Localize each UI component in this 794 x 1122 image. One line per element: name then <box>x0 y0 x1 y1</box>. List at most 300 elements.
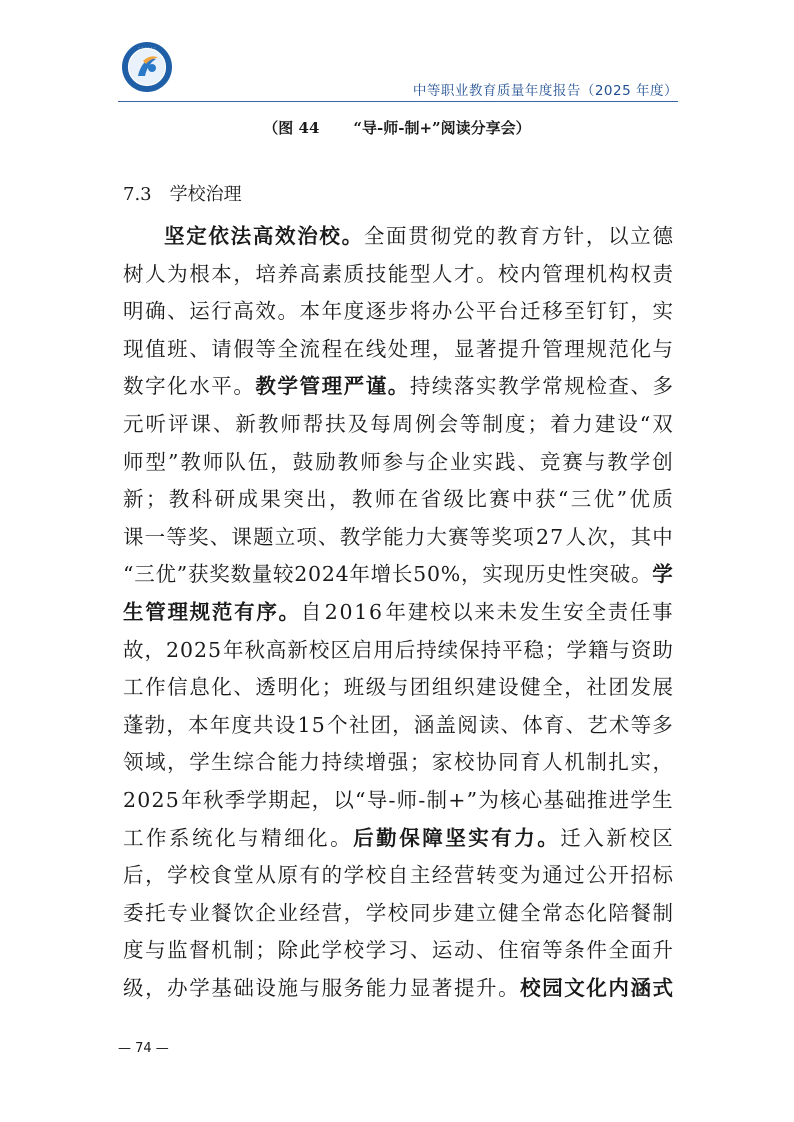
body-char: + <box>448 787 466 812</box>
body-char: 持 <box>480 637 502 662</box>
body-char: 彻 <box>430 224 451 248</box>
body-char: 研 <box>214 487 236 512</box>
body-char: 教 <box>180 449 201 474</box>
body-char: 0 <box>426 562 440 587</box>
body-char: 企 <box>255 900 276 925</box>
bold-heading-char: 。 <box>537 825 558 850</box>
body-char: 党 <box>452 224 474 248</box>
body-char: 现 <box>503 562 524 587</box>
body-line <box>123 218 673 256</box>
section-heading <box>123 180 242 206</box>
body-char: 优 <box>155 562 176 587</box>
body-char: 理 <box>409 336 431 361</box>
bold-heading-char: 教 <box>255 374 276 399</box>
body-char: 奖 <box>209 562 230 587</box>
body-char: 线 <box>365 336 387 361</box>
bold-heading-char: 校 <box>319 224 340 248</box>
body-char: ， <box>652 750 673 775</box>
bold-heading-char: 管 <box>299 374 320 399</box>
body-char: 件 <box>586 938 607 963</box>
body-char: 质 <box>652 487 673 512</box>
body-char: 自 <box>300 599 322 624</box>
bold-heading-char: 障 <box>422 825 443 850</box>
body-char: 力 <box>404 524 426 549</box>
body-char: 突 <box>588 562 609 587</box>
body-char: 与 <box>238 825 259 850</box>
body-char: 推 <box>586 787 608 812</box>
body-char: 统 <box>192 825 213 850</box>
body-char: 制 <box>482 411 503 436</box>
bold-heading-char: 有 <box>234 599 255 624</box>
body-line <box>123 970 673 1008</box>
body-char: 养 <box>277 261 298 286</box>
body-char: 信 <box>167 675 188 700</box>
body-char: 工 <box>123 825 144 850</box>
body-char: 入 <box>583 825 604 850</box>
body-char: 力 <box>387 975 409 1000</box>
body-char: 践 <box>494 449 516 474</box>
body-char: 期 <box>268 787 289 812</box>
body-char: 每 <box>370 411 391 436</box>
body-char: 显 <box>453 336 475 361</box>
body-char: 全 <box>608 938 629 963</box>
body-char: 托 <box>145 900 166 925</box>
body-line <box>123 556 673 594</box>
body-char: 从 <box>255 863 276 888</box>
body-char: ” <box>466 787 478 812</box>
bold-heading-char: 生 <box>123 599 144 624</box>
body-char: 季 <box>224 787 246 812</box>
body-char: ” <box>616 487 628 512</box>
body-char: 现 <box>123 336 144 361</box>
bold-heading-char: 序 <box>256 599 277 624</box>
body-char: 习 <box>387 938 409 963</box>
body-char: 至 <box>564 299 585 324</box>
body-char: 。 <box>476 261 497 286</box>
body-char: 心 <box>521 787 543 812</box>
body-char: 领 <box>123 750 144 775</box>
body-char: 透 <box>255 675 276 700</box>
body-char: 基 <box>211 975 232 1000</box>
body-char: 与 <box>652 336 673 361</box>
bold-heading-char: 高 <box>252 224 274 248</box>
body-char: 增 <box>370 562 392 587</box>
body-char: 同 <box>498 750 519 775</box>
body-char: 共 <box>253 712 274 737</box>
body-char: 强 <box>387 750 409 775</box>
body-char: 扶 <box>325 411 346 436</box>
body-char: 自 <box>387 863 409 888</box>
body-char: 鼓 <box>292 449 314 474</box>
body-char: 办 <box>167 975 188 1000</box>
body-char: 2 <box>535 524 549 549</box>
body-char: 经 <box>431 863 453 888</box>
body-char: 常 <box>542 374 563 399</box>
section-number: 7.3 <box>123 184 152 205</box>
body-char: 型 <box>145 449 166 474</box>
body-char: 委 <box>123 900 144 925</box>
figure-title: “导-师-制+”阅读分享会） <box>353 119 531 137</box>
body-char: 课 <box>123 524 144 549</box>
body-char: 实 <box>472 449 493 474</box>
bold-heading-char: 力 <box>514 825 535 850</box>
body-char: 与 <box>145 938 166 963</box>
body-char: 、 <box>212 411 234 436</box>
body-char: 、 <box>318 524 339 549</box>
body-char: 其 <box>630 524 652 549</box>
body-char: 餐 <box>630 900 651 925</box>
body-char: 升 <box>652 938 673 963</box>
body-char: 项 <box>513 524 534 549</box>
body-char: 责 <box>607 599 629 624</box>
figure-caption <box>0 117 794 138</box>
body-char: 教 <box>257 411 279 436</box>
body-char: 化 <box>167 374 188 399</box>
body-char: 机 <box>211 938 232 963</box>
body-char: 学 <box>321 938 343 963</box>
body-char: 步 <box>387 299 409 324</box>
bold-heading-char: 有 <box>491 825 512 850</box>
body-char: 方 <box>541 224 562 248</box>
body-char: 教 <box>337 449 359 474</box>
body-char: “ <box>639 411 651 436</box>
body-char: 教 <box>168 487 190 512</box>
body-char: ， <box>311 787 333 812</box>
body-char: 育 <box>519 224 540 248</box>
body-char: ； <box>527 411 548 436</box>
body-char: 术 <box>608 712 630 737</box>
body-char: 经 <box>299 900 320 925</box>
body-char: 生 <box>541 599 562 624</box>
body-char: 。 <box>630 562 652 587</box>
bold-heading-char: 勤 <box>376 825 397 850</box>
body-char: 础 <box>233 975 254 1000</box>
body-char: 2 <box>324 599 338 624</box>
bold-heading-char: 理 <box>167 599 188 624</box>
body-char: 系 <box>169 825 190 850</box>
body-char: 题 <box>253 524 274 549</box>
body-char: 效 <box>255 299 276 324</box>
body-char: 2 <box>321 562 335 587</box>
body-char: 将 <box>409 299 431 324</box>
body-char: 针 <box>563 224 585 248</box>
body-char: ” <box>167 449 179 474</box>
body-char: 、 <box>476 938 497 963</box>
body-char: 涵 <box>413 712 435 737</box>
body-char: 蓬 <box>123 712 144 737</box>
body-char: 平 <box>502 637 523 662</box>
body-char: 请 <box>211 336 232 361</box>
body-char: 教 <box>607 449 628 474</box>
body-char: 范 <box>608 336 629 361</box>
body-char: 在 <box>397 487 419 512</box>
body-char: 长 <box>391 562 413 587</box>
body-char: 移 <box>542 299 563 324</box>
body-char: 学 <box>365 938 387 963</box>
body-char: 保 <box>459 637 480 662</box>
body-char: 年 <box>209 712 231 737</box>
body-char: 。 <box>233 374 254 399</box>
body-char: 面 <box>630 938 651 963</box>
body-char: 营 <box>321 900 343 925</box>
body-char: 较 <box>272 562 294 587</box>
body-char: 管 <box>542 336 563 361</box>
bold-heading-char: 式 <box>652 975 673 1000</box>
body-char: 、 <box>500 712 522 737</box>
body-char: 企 <box>427 449 449 474</box>
body-char: ， <box>145 863 166 888</box>
body-char: 赛 <box>489 487 510 512</box>
body-char: 息 <box>189 675 210 700</box>
body-char: 明 <box>123 299 144 324</box>
body-char: 服 <box>321 975 343 1000</box>
body-char: 起 <box>289 787 311 812</box>
page-number: — 74 — <box>118 1041 169 1056</box>
body-char: 校 <box>498 261 519 286</box>
body-char: 水 <box>189 374 210 399</box>
body-char: 公 <box>453 299 475 324</box>
body-char: 中 <box>512 487 533 512</box>
body-char: 团 <box>370 712 391 737</box>
body-char: 型 <box>409 261 431 286</box>
bold-heading-char: 效 <box>275 224 296 248</box>
body-char: 校 <box>308 637 330 662</box>
bold-heading-char: 后 <box>353 825 374 850</box>
body-char: 三 <box>570 487 592 512</box>
body-char: 大 <box>426 524 447 549</box>
body-char: 设 <box>255 975 276 1000</box>
body-char: 机 <box>586 261 607 286</box>
body-char: 新 <box>606 825 627 850</box>
body-line <box>123 669 673 707</box>
body-char: 设 <box>498 675 519 700</box>
body-char: 根 <box>189 261 210 286</box>
body-char: 优 <box>593 487 615 512</box>
body-char: 查 <box>608 374 629 399</box>
body-char: 阅 <box>457 712 478 737</box>
body-char: 等 <box>460 411 481 436</box>
body-char: 续 <box>431 374 453 399</box>
body-char: ， <box>585 224 607 248</box>
body-char: 织 <box>453 675 475 700</box>
bold-heading-char: 内 <box>608 975 629 1000</box>
body-char: 能 <box>387 261 409 286</box>
body-char: 化 <box>586 900 607 925</box>
body-char: ， <box>145 975 166 1000</box>
body-char: 实 <box>630 750 651 775</box>
body-char: 秋 <box>203 787 224 812</box>
body-char: ， <box>460 562 482 587</box>
bold-heading-char: 涵 <box>630 975 651 1000</box>
body-char: 级 <box>123 975 144 1000</box>
body-char: 读 <box>478 712 500 737</box>
body-char: 能 <box>383 524 404 549</box>
body-char: 听 <box>145 411 166 436</box>
body-char: ， <box>167 750 188 775</box>
body-char: 迁 <box>560 825 581 850</box>
body-char: 学 <box>520 374 541 399</box>
body-char: 续 <box>437 637 459 662</box>
bold-heading-char: 规 <box>189 599 211 624</box>
body-line <box>123 331 673 369</box>
body-char: 学 <box>630 787 651 812</box>
body-char: 字 <box>145 374 166 399</box>
body-char: 合 <box>255 750 276 775</box>
body-char: ， <box>608 524 630 549</box>
body-char: 人 <box>565 524 587 549</box>
body-char: 管 <box>542 261 563 286</box>
body-char: 。 <box>330 825 351 850</box>
body-char: 1 <box>297 712 311 737</box>
body-char: “ <box>123 562 134 587</box>
body-char: 本 <box>188 712 209 737</box>
body-char: 科 <box>191 487 213 512</box>
body-char: 堂 <box>233 863 254 888</box>
body-char: 平 <box>476 299 497 324</box>
body-char: 2 <box>151 787 165 812</box>
bold-heading-char: 范 <box>211 599 233 624</box>
body-char: 宿 <box>520 938 541 963</box>
body-char: 原 <box>277 863 298 888</box>
body-char: 态 <box>564 900 585 925</box>
body-char: 人 <box>542 750 563 775</box>
body-char: 制 <box>233 938 254 963</box>
body-char: 、 <box>233 675 254 700</box>
body-char: 饮 <box>233 900 254 925</box>
body-char: 年 <box>385 599 406 624</box>
body-char: 学 <box>343 863 365 888</box>
body-char: 等 <box>542 938 563 963</box>
body-char: 获 <box>187 562 209 587</box>
body-char: 逐 <box>365 299 387 324</box>
body-char: 著 <box>476 336 497 361</box>
body-char: 家 <box>431 750 453 775</box>
body-char: 、 <box>189 336 210 361</box>
body-char: 主 <box>409 863 431 888</box>
body-char: 团 <box>608 675 629 700</box>
body-char: 力 <box>299 750 320 775</box>
body-char: 有 <box>299 863 320 888</box>
body-char: 、 <box>630 374 651 399</box>
body-char: ； <box>409 750 431 775</box>
body-char: 技 <box>365 261 387 286</box>
figure-number: （图 44 <box>263 119 320 137</box>
body-char: 项 <box>296 524 317 549</box>
body-char: ； <box>545 637 566 662</box>
body-char: 年 <box>321 299 343 324</box>
body-char: 检 <box>586 374 607 399</box>
body-char: ； <box>255 938 276 963</box>
body-char: 等 <box>469 524 491 549</box>
body-char: 班 <box>167 336 188 361</box>
body-char: 2 <box>123 787 137 812</box>
body-char: 规 <box>586 336 607 361</box>
body-char: 个 <box>327 712 348 737</box>
body-char: 社 <box>586 675 607 700</box>
body-char: 质 <box>343 261 365 286</box>
body-char: ， <box>233 261 254 286</box>
body-char: 核 <box>500 787 521 812</box>
body-char: 础 <box>565 787 586 812</box>
body-char: 贯 <box>408 224 429 248</box>
body-char: 来 <box>474 599 495 624</box>
body-char: 4 <box>335 562 349 587</box>
body-char: 5 <box>311 712 325 737</box>
bold-heading-char: 。 <box>341 224 363 248</box>
bold-heading-char: 。 <box>387 374 409 399</box>
body-char: 团 <box>409 675 431 700</box>
body-char: 假 <box>233 336 254 361</box>
body-char: ， <box>343 900 365 925</box>
body-char: 度 <box>504 411 526 436</box>
body-char: 综 <box>233 750 254 775</box>
body-char: 2 <box>165 637 179 662</box>
body-char: 籍 <box>587 637 609 662</box>
body-char: 行 <box>211 299 232 324</box>
body-char: 招 <box>630 863 651 888</box>
body-char: 校 <box>453 750 475 775</box>
body-char: 升 <box>520 336 541 361</box>
body-line <box>123 782 673 820</box>
body-char: 此 <box>299 938 320 963</box>
body-char: 权 <box>630 261 651 286</box>
body-char: 制 <box>586 750 607 775</box>
body-char: 多 <box>652 374 673 399</box>
body-char: 帮 <box>302 411 324 436</box>
body-char: 全 <box>542 675 563 700</box>
body-char: 通 <box>542 863 563 888</box>
body-char: 故 <box>123 637 144 662</box>
body-char: 获 <box>535 487 556 512</box>
body-char: ， <box>392 712 413 737</box>
body-char: 7 <box>550 524 564 549</box>
body-char: 设 <box>274 712 296 737</box>
body-char: 全 <box>585 599 606 624</box>
body-char: 著 <box>431 975 453 1000</box>
body-line <box>123 368 673 406</box>
body-char: 扎 <box>608 750 629 775</box>
body-char: 勃 <box>144 712 166 737</box>
school-emblem-icon <box>121 41 173 93</box>
body-char: 学 <box>189 750 210 775</box>
body-char: 建 <box>453 900 475 925</box>
body-char: 学 <box>566 637 587 662</box>
body-char: 学 <box>361 524 382 549</box>
body-char: 稳 <box>523 637 545 662</box>
bold-heading-char: 学 <box>652 562 673 587</box>
body-char: 未 <box>496 599 518 624</box>
body-char: 教 <box>351 487 373 512</box>
bold-heading-char: 严 <box>343 374 365 399</box>
body-char: 树 <box>123 261 144 286</box>
body-char: 教 <box>339 524 361 549</box>
bold-heading-char: 谨 <box>365 374 387 399</box>
body-char: 。 <box>498 975 519 1000</box>
body-char: 培 <box>255 261 276 286</box>
body-char: 课 <box>231 524 252 549</box>
body-char: 为 <box>520 863 541 888</box>
body-char: 盖 <box>435 712 457 737</box>
body-char: 立 <box>630 224 651 248</box>
body-char: 师 <box>360 449 381 474</box>
body-char: 运 <box>189 299 210 324</box>
body-char: 创 <box>652 449 673 474</box>
body-char: 全 <box>520 900 541 925</box>
body-char: 与 <box>609 637 630 662</box>
body-char: 育 <box>543 712 565 737</box>
body-char: 钉 <box>608 299 629 324</box>
body-char: 年 <box>349 562 370 587</box>
